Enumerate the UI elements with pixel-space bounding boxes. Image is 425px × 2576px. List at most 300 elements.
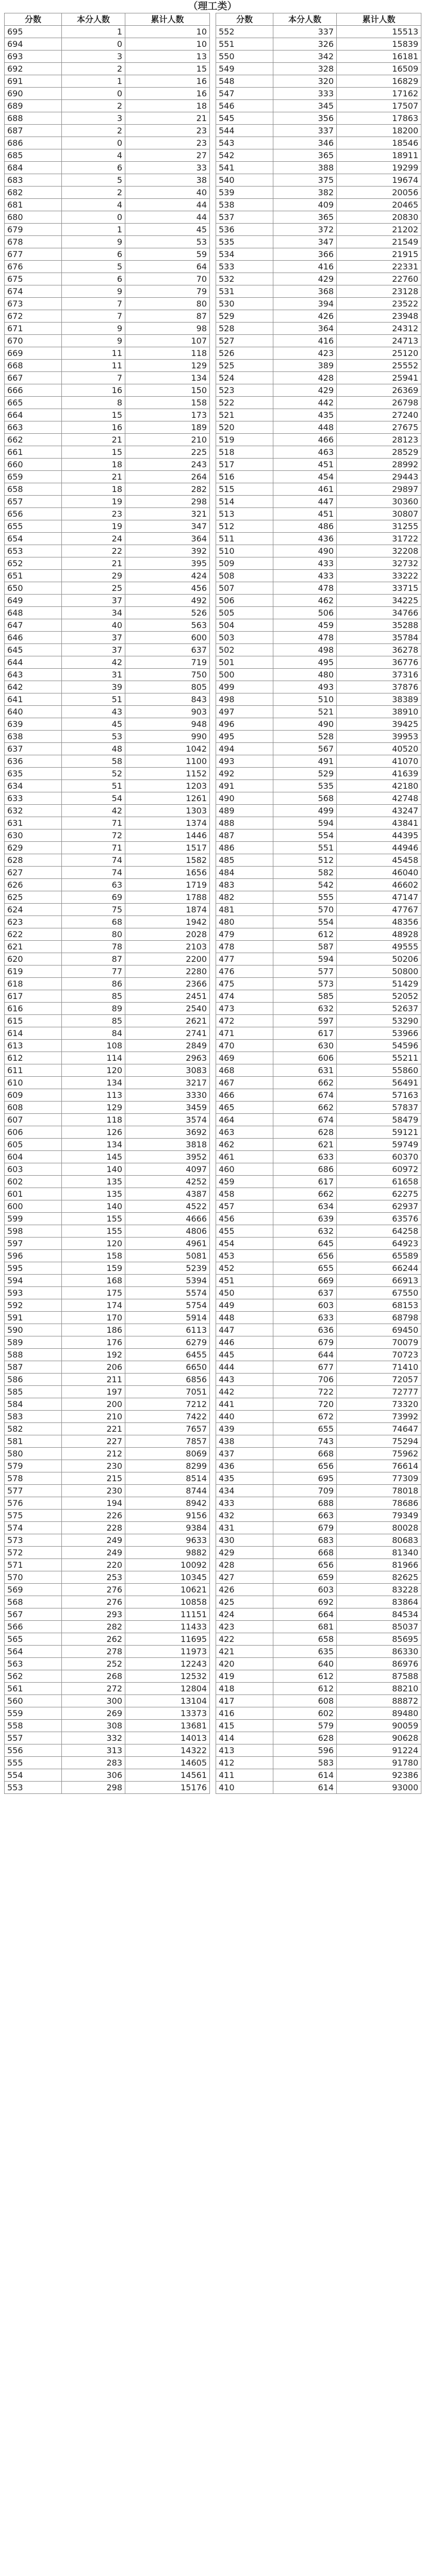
score-cell: 656	[5, 508, 62, 520]
score-cell: 432	[216, 1510, 273, 1522]
count-cell: 48	[62, 743, 125, 755]
cumulative-cell: 80028	[337, 1522, 421, 1534]
cumulative-cell: 60972	[337, 1163, 421, 1176]
table-row	[216, 582, 421, 595]
count-cell: 2	[62, 63, 125, 75]
cumulative-cell: 3217	[125, 1077, 210, 1089]
table-row	[216, 285, 421, 298]
table-row	[216, 953, 421, 965]
table-row	[5, 595, 210, 607]
table-row	[216, 1077, 421, 1089]
count-cell: 706	[273, 1374, 337, 1386]
cumulative-cell: 23	[125, 125, 210, 137]
cumulative-cell: 78018	[337, 1485, 421, 1497]
cumulative-cell: 55860	[337, 1064, 421, 1077]
table-row	[5, 26, 210, 38]
table-row	[216, 1188, 421, 1200]
count-cell: 554	[273, 916, 337, 928]
score-cell: 665	[5, 397, 62, 409]
count-cell: 215	[62, 1472, 125, 1485]
cumulative-cell: 24713	[337, 335, 421, 347]
score-cell: 420	[216, 1658, 273, 1670]
cumulative-cell: 22760	[337, 273, 421, 285]
count-cell: 429	[273, 384, 337, 397]
score-cell: 616	[5, 1003, 62, 1015]
count-cell: 168	[62, 1275, 125, 1287]
cumulative-cell: 98	[125, 323, 210, 335]
score-cell: 431	[216, 1522, 273, 1534]
cumulative-cell: 8069	[125, 1448, 210, 1460]
cumulative-cell: 5239	[125, 1262, 210, 1275]
table-row	[5, 1176, 210, 1188]
table-row	[5, 1163, 210, 1176]
score-cell: 633	[5, 792, 62, 805]
table-row	[216, 1485, 421, 1497]
count-cell: 582	[273, 867, 337, 879]
count-cell: 633	[273, 1151, 337, 1163]
table-row	[5, 1040, 210, 1052]
table-row	[5, 384, 210, 397]
cumulative-cell: 51429	[337, 978, 421, 990]
count-cell: 114	[62, 1052, 125, 1064]
count-cell: 632	[273, 1003, 337, 1015]
table-row	[216, 1324, 421, 1336]
cumulative-cell: 65589	[337, 1250, 421, 1262]
table-row	[216, 817, 421, 829]
count-cell: 63	[62, 879, 125, 891]
count-cell: 210	[62, 1411, 125, 1423]
score-cell: 464	[216, 1114, 273, 1126]
table-row	[5, 1571, 210, 1584]
cumulative-cell: 64923	[337, 1238, 421, 1250]
score-cell: 494	[216, 743, 273, 755]
score-cell: 625	[5, 891, 62, 904]
cumulative-cell: 16829	[337, 75, 421, 88]
score-cell: 461	[216, 1151, 273, 1163]
count-cell: 612	[273, 1683, 337, 1695]
count-cell: 628	[273, 1732, 337, 1744]
score-cell: 422	[216, 1633, 273, 1646]
score-cell: 549	[216, 63, 273, 75]
count-cell: 681	[273, 1621, 337, 1633]
score-cell: 626	[5, 879, 62, 891]
count-cell: 478	[273, 582, 337, 595]
count-cell: 155	[62, 1225, 125, 1238]
score-cell: 499	[216, 681, 273, 693]
table-row	[5, 669, 210, 681]
score-cell: 426	[216, 1584, 273, 1596]
score-cell: 559	[5, 1707, 62, 1720]
count-cell: 16	[62, 421, 125, 434]
table-row	[216, 829, 421, 842]
table-row	[216, 805, 421, 817]
table-row	[216, 632, 421, 644]
cumulative-cell: 17863	[337, 112, 421, 125]
score-cell: 459	[216, 1176, 273, 1188]
table-row	[5, 1089, 210, 1101]
cumulative-cell: 12532	[125, 1670, 210, 1683]
cumulative-cell: 210	[125, 434, 210, 446]
cumulative-cell: 33	[125, 162, 210, 174]
cumulative-cell: 68798	[337, 1312, 421, 1324]
cumulative-cell: 21915	[337, 248, 421, 261]
cumulative-cell: 173	[125, 409, 210, 421]
count-cell: 170	[62, 1312, 125, 1324]
table-row	[216, 1510, 421, 1522]
cumulative-cell: 18200	[337, 125, 421, 137]
cumulative-cell: 91224	[337, 1744, 421, 1757]
count-cell: 645	[273, 1238, 337, 1250]
score-table-right	[216, 13, 421, 1794]
table-row	[216, 1571, 421, 1584]
cumulative-cell: 34766	[337, 607, 421, 619]
score-cell: 661	[5, 446, 62, 459]
cumulative-cell: 74647	[337, 1423, 421, 1435]
table-row	[216, 780, 421, 792]
table-row	[5, 1423, 210, 1435]
score-cell: 470	[216, 1040, 273, 1052]
score-cell: 562	[5, 1670, 62, 1683]
cumulative-cell: 11151	[125, 1608, 210, 1621]
count-cell: 39	[62, 681, 125, 693]
table-row	[5, 1448, 210, 1460]
table-row	[216, 26, 421, 38]
cumulative-cell: 1874	[125, 904, 210, 916]
cumulative-cell: 526	[125, 607, 210, 619]
score-cell: 644	[5, 656, 62, 669]
table-row	[5, 1510, 210, 1522]
score-cell: 551	[216, 38, 273, 50]
count-cell: 368	[273, 285, 337, 298]
cumulative-cell: 13373	[125, 1707, 210, 1720]
score-cell: 631	[5, 817, 62, 829]
score-cell: 486	[216, 842, 273, 854]
score-cell: 578	[5, 1472, 62, 1485]
score-cell: 484	[216, 867, 273, 879]
cumulative-cell: 28529	[337, 446, 421, 459]
count-cell: 276	[62, 1584, 125, 1596]
table-row	[216, 335, 421, 347]
count-cell: 2	[62, 100, 125, 112]
score-cell: 419	[216, 1670, 273, 1683]
score-cell: 550	[216, 50, 273, 63]
table-row	[216, 1299, 421, 1312]
cumulative-cell: 17162	[337, 88, 421, 100]
cumulative-cell: 134	[125, 372, 210, 384]
count-cell: 388	[273, 162, 337, 174]
cumulative-cell: 63576	[337, 1213, 421, 1225]
cumulative-cell: 3818	[125, 1139, 210, 1151]
count-cell: 52	[62, 768, 125, 780]
count-cell: 268	[62, 1670, 125, 1683]
cumulative-cell: 2366	[125, 978, 210, 990]
cumulative-cell: 15839	[337, 38, 421, 50]
count-cell: 306	[62, 1769, 125, 1782]
table-row	[5, 1398, 210, 1411]
score-cell: 535	[216, 236, 273, 248]
count-cell: 77	[62, 965, 125, 978]
cumulative-cell: 46040	[337, 867, 421, 879]
score-cell: 476	[216, 965, 273, 978]
score-cell: 466	[216, 1089, 273, 1101]
count-cell: 416	[273, 335, 337, 347]
table-row	[216, 1126, 421, 1139]
table-row	[216, 1608, 421, 1621]
score-cell: 624	[5, 904, 62, 916]
count-cell: 342	[273, 50, 337, 63]
count-cell: 68	[62, 916, 125, 928]
score-cell: 433	[216, 1497, 273, 1510]
table-row	[216, 1411, 421, 1423]
score-cell: 479	[216, 928, 273, 941]
count-cell: 631	[273, 1064, 337, 1077]
count-cell: 577	[273, 965, 337, 978]
table-row	[216, 1695, 421, 1707]
table-row	[5, 174, 210, 187]
table-row	[5, 199, 210, 211]
table-row	[5, 1200, 210, 1213]
cumulative-cell: 50800	[337, 965, 421, 978]
score-cell: 427	[216, 1571, 273, 1584]
table-row	[5, 755, 210, 768]
score-cell: 590	[5, 1324, 62, 1336]
cumulative-cell: 34225	[337, 595, 421, 607]
score-cell: 457	[216, 1200, 273, 1213]
cumulative-cell: 2621	[125, 1015, 210, 1027]
table-row	[216, 904, 421, 916]
table-row	[216, 656, 421, 669]
table-row	[216, 38, 421, 50]
table-row	[216, 1435, 421, 1448]
table-row	[5, 75, 210, 88]
score-cell: 651	[5, 570, 62, 582]
score-cell: 680	[5, 211, 62, 224]
score-cell: 664	[5, 409, 62, 421]
cumulative-cell: 71410	[337, 1361, 421, 1374]
table-row	[216, 1757, 421, 1769]
table-row	[216, 50, 421, 63]
count-cell: 212	[62, 1448, 125, 1460]
cumulative-cell: 59749	[337, 1139, 421, 1151]
score-cell: 694	[5, 38, 62, 50]
count-cell: 269	[62, 1707, 125, 1720]
cumulative-cell: 33222	[337, 570, 421, 582]
count-cell: 366	[273, 248, 337, 261]
table-row	[5, 112, 210, 125]
score-cell: 574	[5, 1522, 62, 1534]
cumulative-cell: 80683	[337, 1534, 421, 1547]
count-cell: 11	[62, 360, 125, 372]
count-cell: 278	[62, 1646, 125, 1658]
cumulative-cell: 14561	[125, 1769, 210, 1782]
count-cell: 594	[273, 953, 337, 965]
score-cell: 503	[216, 632, 273, 644]
score-cell: 449	[216, 1299, 273, 1312]
score-cell: 438	[216, 1435, 273, 1448]
score-cell: 538	[216, 199, 273, 211]
cumulative-cell: 20830	[337, 211, 421, 224]
count-cell: 2	[62, 187, 125, 199]
score-cell: 571	[5, 1559, 62, 1571]
count-cell: 120	[62, 1064, 125, 1077]
count-cell: 372	[273, 224, 337, 236]
score-cell: 450	[216, 1287, 273, 1299]
count-cell: 22	[62, 545, 125, 557]
cumulative-cell: 1446	[125, 829, 210, 842]
cumulative-cell: 87	[125, 310, 210, 323]
table-row	[5, 1769, 210, 1782]
table-row	[5, 1287, 210, 1299]
table-row	[5, 421, 210, 434]
count-cell: 633	[273, 1312, 337, 1324]
table-row	[5, 693, 210, 706]
table-row	[5, 187, 210, 199]
cumulative-cell: 82625	[337, 1571, 421, 1584]
cumulative-cell: 72777	[337, 1386, 421, 1398]
score-cell: 544	[216, 125, 273, 137]
cumulative-cell: 32208	[337, 545, 421, 557]
count-cell: 249	[62, 1534, 125, 1547]
count-cell: 145	[62, 1151, 125, 1163]
score-cell: 640	[5, 706, 62, 718]
score-cell: 554	[5, 1769, 62, 1782]
table-row	[5, 310, 210, 323]
table-row	[216, 978, 421, 990]
table-row	[5, 1732, 210, 1744]
score-cell: 684	[5, 162, 62, 174]
cumulative-cell: 38389	[337, 693, 421, 706]
table-row	[5, 1349, 210, 1361]
count-cell: 192	[62, 1349, 125, 1361]
score-cell: 425	[216, 1596, 273, 1608]
cumulative-cell: 24312	[337, 323, 421, 335]
table-row	[216, 879, 421, 891]
table-row	[216, 1064, 421, 1077]
count-cell: 21	[62, 434, 125, 446]
table-row	[216, 1163, 421, 1176]
count-cell: 71	[62, 842, 125, 854]
count-cell: 346	[273, 137, 337, 149]
count-cell: 220	[62, 1559, 125, 1571]
score-cell: 672	[5, 310, 62, 323]
table-row	[5, 681, 210, 693]
score-cell: 669	[5, 347, 62, 360]
cumulative-cell: 89480	[337, 1707, 421, 1720]
count-cell: 200	[62, 1398, 125, 1411]
cumulative-cell: 364	[125, 533, 210, 545]
score-cell: 608	[5, 1101, 62, 1114]
count-cell: 176	[62, 1336, 125, 1349]
cumulative-cell: 27675	[337, 421, 421, 434]
score-cell: 411	[216, 1769, 273, 1782]
table-row	[5, 990, 210, 1003]
cumulative-cell: 10621	[125, 1584, 210, 1596]
table-row	[5, 1472, 210, 1485]
score-cell: 502	[216, 644, 273, 656]
score-cell: 518	[216, 446, 273, 459]
score-cell: 509	[216, 557, 273, 570]
score-cell: 676	[5, 261, 62, 273]
cumulative-cell: 1152	[125, 768, 210, 780]
table-row	[216, 1472, 421, 1485]
cumulative-cell: 78686	[337, 1497, 421, 1510]
count-cell: 118	[62, 1114, 125, 1126]
table-row	[216, 533, 421, 545]
count-cell: 158	[62, 1250, 125, 1262]
cumulative-cell: 36776	[337, 656, 421, 669]
header-cumulative: 累计人数	[337, 13, 421, 26]
table-row	[5, 607, 210, 619]
cumulative-cell: 16181	[337, 50, 421, 63]
table-row	[216, 1732, 421, 1744]
cumulative-cell: 47147	[337, 891, 421, 904]
count-cell: 521	[273, 706, 337, 718]
table-row	[5, 1782, 210, 1794]
table-row	[5, 211, 210, 224]
score-cell: 597	[5, 1238, 62, 1250]
score-cell: 423	[216, 1621, 273, 1633]
count-cell: 86	[62, 978, 125, 990]
table-row	[5, 397, 210, 409]
table-row	[216, 1547, 421, 1559]
count-cell: 490	[273, 718, 337, 731]
score-cell: 621	[5, 941, 62, 953]
count-cell: 19	[62, 520, 125, 533]
table-row	[216, 718, 421, 731]
table-row	[216, 693, 421, 706]
score-cell: 429	[216, 1547, 273, 1559]
count-cell: 567	[273, 743, 337, 755]
count-cell: 326	[273, 38, 337, 50]
count-cell: 743	[273, 1435, 337, 1448]
table-row	[5, 471, 210, 483]
cumulative-cell: 25120	[337, 347, 421, 360]
score-cell: 514	[216, 496, 273, 508]
table-row	[216, 149, 421, 162]
count-cell: 197	[62, 1386, 125, 1398]
cumulative-cell: 64258	[337, 1225, 421, 1238]
count-cell: 37	[62, 632, 125, 644]
count-cell: 186	[62, 1324, 125, 1336]
cumulative-cell: 45	[125, 224, 210, 236]
cumulative-cell: 12804	[125, 1683, 210, 1695]
table-row	[5, 582, 210, 595]
cumulative-cell: 79	[125, 285, 210, 298]
table-row	[216, 545, 421, 557]
count-cell: 535	[273, 780, 337, 792]
table-row	[216, 162, 421, 174]
table-row	[5, 1744, 210, 1757]
score-cell: 475	[216, 978, 273, 990]
cumulative-cell: 3692	[125, 1126, 210, 1139]
count-cell: 669	[273, 1275, 337, 1287]
cumulative-cell: 53290	[337, 1015, 421, 1027]
cumulative-cell: 189	[125, 421, 210, 434]
count-cell: 19	[62, 496, 125, 508]
score-cell: 583	[5, 1411, 62, 1423]
table-row	[216, 1744, 421, 1757]
count-cell: 365	[273, 211, 337, 224]
table-row	[216, 471, 421, 483]
count-cell: 668	[273, 1547, 337, 1559]
table-row	[5, 1361, 210, 1374]
cumulative-cell: 75962	[337, 1448, 421, 1460]
cumulative-cell: 40	[125, 187, 210, 199]
score-cell: 504	[216, 619, 273, 632]
table-row	[5, 360, 210, 372]
cumulative-cell: 50206	[337, 953, 421, 965]
cumulative-cell: 37316	[337, 669, 421, 681]
